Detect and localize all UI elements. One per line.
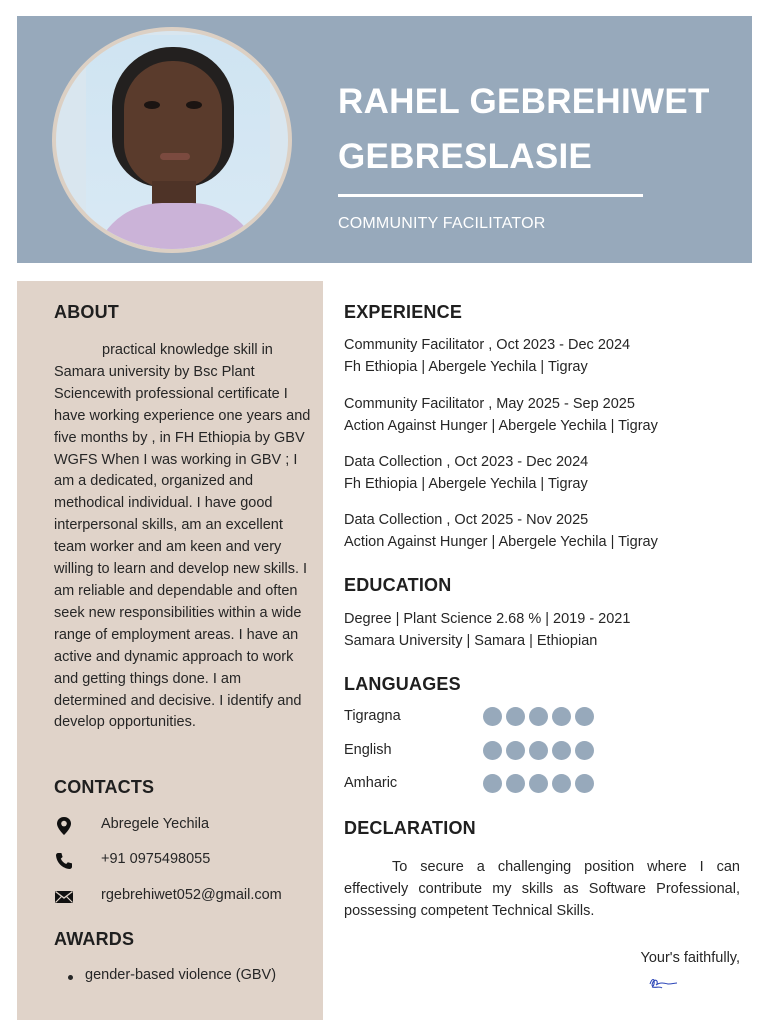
education-school: Samara University | Samara | Ethiopian — [344, 633, 598, 649]
language-level-dot — [529, 741, 548, 760]
experience-role: Data Collection , Oct 2023 - Dec 2024 — [344, 454, 589, 470]
job-title: COMMUNITY FACILITATOR — [338, 215, 546, 232]
language-level-dot — [575, 774, 594, 793]
language-level-dot — [506, 774, 525, 793]
language-level-dot — [552, 707, 571, 726]
contact-email-text[interactable]: rgebrehiwet052@gmail.com — [101, 887, 282, 903]
experience-org: Fh Ethiopia | Abergele Yechila | Tigray — [344, 359, 588, 375]
contacts-heading: CONTACTS — [54, 777, 155, 797]
photo-eye-left — [144, 101, 160, 109]
language-row — [344, 741, 644, 763]
contact-address-text: Abregele Yechila — [101, 816, 210, 832]
experience-org: Action Against Hunger | Abergele Yechila | Tigray — [344, 418, 658, 434]
closing-salutation: Your's faithfully, — [640, 950, 740, 966]
awards-list — [68, 967, 276, 983]
language-name: Tigragna — [344, 708, 401, 724]
education-heading: EDUCATION — [344, 575, 452, 595]
experience-item — [344, 451, 744, 495]
experience-heading: EXPERIENCE — [344, 302, 463, 322]
education-degree: Degree | Plant Science 2.68 % | 2019 - 2021 — [344, 611, 631, 627]
envelope-icon — [54, 887, 74, 907]
profile-photo — [86, 35, 270, 253]
experience-item — [344, 334, 744, 378]
language-level-dot — [552, 741, 571, 760]
photo-eye-right — [186, 101, 202, 109]
contact-address — [54, 814, 314, 838]
photo-mouth — [160, 153, 190, 160]
language-level-dot — [483, 741, 502, 760]
language-level-dots — [483, 741, 598, 761]
profile-photo-frame — [52, 27, 292, 253]
language-level-dot — [529, 707, 548, 726]
language-level-dot — [506, 741, 525, 760]
experience-role: Community Facilitator , May 2025 - Sep 2025 — [344, 396, 635, 412]
awards-heading: AWARDS — [54, 929, 135, 949]
experience-role: Community Facilitator , Oct 2023 - Dec 2024 — [344, 337, 631, 353]
signature-image — [646, 972, 680, 994]
language-level-dot — [529, 774, 548, 793]
experience-item — [344, 509, 744, 553]
language-level-dots — [483, 774, 598, 794]
language-level-dot — [552, 774, 571, 793]
declaration-heading: DECLARATION — [344, 818, 476, 838]
language-row — [344, 707, 644, 729]
experience-org: Action Against Hunger | Abergele Yechila | Tigray — [344, 534, 658, 550]
language-level-dot — [506, 707, 525, 726]
about-paragraph: practical knowledge skill in Samara university by Bsc Plant Sciencewith professional certificate I have working experience one years and five months by , in FH Ethiopia by GBV WGFS When I was working in GBV ; I am a dedicated, organized and methodical individual. I have good interpersonal skills, am an excellent team worker and am keen and very willing to learn and develop new skills. I am reliable and dependable and often seek new responsibilities within a wide range of employment areas. I have an active and dynamic approach to work and getting things done. I am determined and decisive. I identify and develop opportunities. — [54, 342, 311, 731]
location-pin-icon — [54, 816, 74, 836]
experience-org: Fh Ethiopia | Abergele Yechila | Tigray — [344, 476, 588, 492]
education-item — [344, 608, 744, 652]
phone-icon — [54, 851, 74, 871]
photo-shirt — [92, 203, 262, 253]
contact-email — [54, 885, 314, 909]
language-level-dot — [483, 707, 502, 726]
languages-heading: LANGUAGES — [344, 674, 461, 694]
experience-role: Data Collection , Oct 2025 - Nov 2025 — [344, 512, 589, 528]
photo-face — [124, 61, 222, 189]
experience-item — [344, 393, 744, 437]
contact-phone — [54, 849, 314, 873]
candidate-name — [338, 74, 738, 184]
contact-phone-text: +91 0975498055 — [101, 851, 211, 867]
declaration-text: To secure a challenging position where I can effectively contribute my skills as Software Professional, possessing competent Technical Skills. — [344, 859, 740, 919]
candidate-name-line2: GEBRESLASIE — [338, 137, 593, 176]
language-row — [344, 774, 644, 796]
candidate-name-line1: RAHEL GEBREHIWET — [338, 82, 710, 121]
language-name: English — [344, 742, 392, 758]
name-divider — [338, 194, 643, 197]
about-heading: ABOUT — [54, 302, 119, 322]
language-level-dot — [575, 707, 594, 726]
language-level-dot — [575, 741, 594, 760]
about-text — [54, 340, 316, 734]
language-level-dots — [483, 707, 598, 727]
language-level-dot — [483, 774, 502, 793]
language-name: Amharic — [344, 775, 398, 791]
award-item: gender-based violence (GBV) — [68, 967, 276, 983]
